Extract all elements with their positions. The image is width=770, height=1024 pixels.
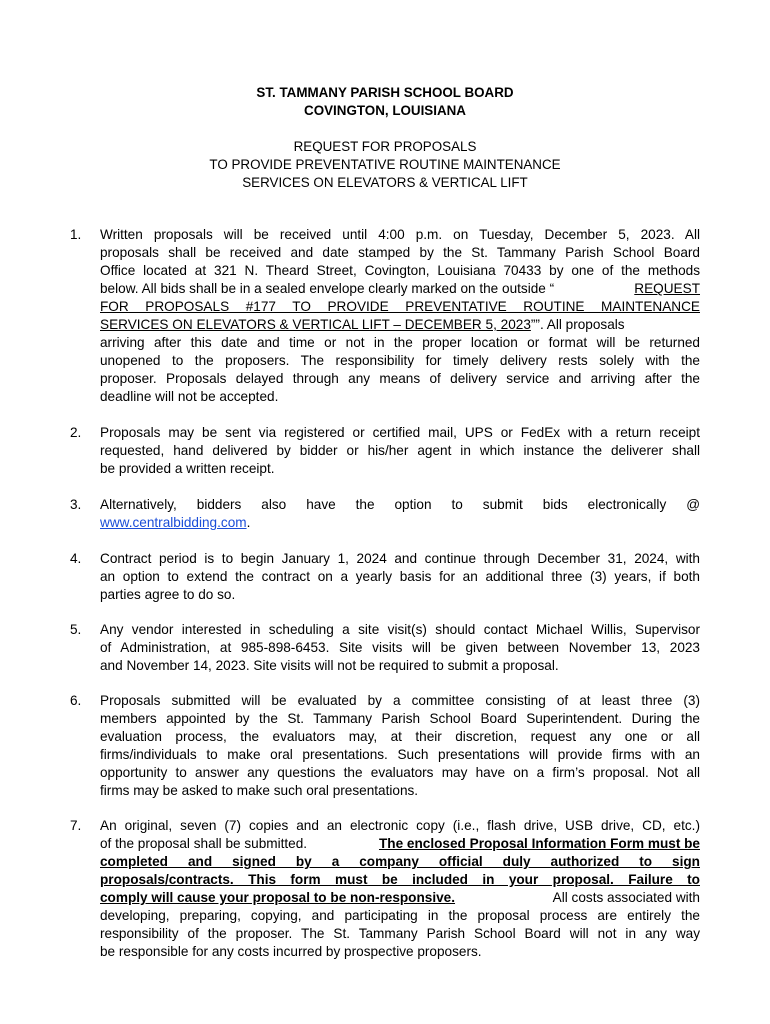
rfp-title-line-1: REQUEST FOR PROPOSALS [293, 139, 477, 154]
item-line: firms/individuals to make oral presentations. Such presentations will provide firms with an [100, 747, 700, 762]
proposal-form-requirement: comply will cause your proposal to be non-responsive. [100, 890, 456, 905]
item-line: be provided a written receipt. [100, 461, 275, 476]
item-line [100, 889, 700, 907]
item-text [100, 226, 700, 406]
envelope-marking-text: SERVICES ON ELEVATORS & VERTICAL LIFT – DECEMBER 5, 2023 [100, 317, 531, 332]
item-line-text: ””. All proposals [530, 317, 625, 332]
item-number: 7. [70, 818, 82, 833]
item-line [100, 316, 700, 334]
item-line: firms may be asked to make such oral presentations. [100, 783, 419, 798]
item-line: and November 14, 2023. Site visits will not be required to submit a proposal. [100, 658, 559, 673]
item-number: 1. [70, 227, 82, 242]
item-line: deadline will not be accepted. [100, 389, 279, 404]
item-line: be responsible for any costs incurred by prospective proposers. [100, 944, 482, 959]
org-name: ST. TAMMANY PARISH SCHOOL BOARD [256, 85, 514, 100]
item-text [100, 692, 700, 800]
item-line [100, 835, 700, 853]
item-line: Written proposals will be received until 4:00 p.m. on Tuesday, December 5, 2023. All [100, 227, 700, 242]
item-line: an option to extend the contract on a yearly basis for an additional three (3) years, if both [100, 569, 700, 584]
item-line-text: . [246, 515, 251, 530]
rfp-title-line-2: TO PROVIDE PREVENTATIVE ROUTINE MAINTENANCE [209, 157, 561, 172]
proposal-form-requirement: The enclosed Proposal Information Form must be [378, 836, 700, 851]
item-line: opportunity to answer any questions the evaluators may have on a firm’s proposal. Not all [100, 765, 700, 780]
item-text [100, 621, 700, 675]
item-line: arriving after this date and time or not in the proper location or format will be returned [100, 335, 700, 350]
item-line: responsibility of the proposer. The St. Tammany Parish School Board will not in any way [100, 926, 700, 941]
item-number: 3. [70, 497, 82, 512]
item-number: 4. [70, 551, 82, 566]
item-line: An original, seven (7) copies and an electronic copy (i.e., flash drive, USB drive, CD, etc.) [100, 818, 700, 833]
item-line: members appointed by the St. Tammany Parish School Board Superintendent. During the [100, 711, 700, 726]
item-line: Proposals submitted will be evaluated by a committee consisting of at least three (3) [100, 693, 700, 708]
item-line-text: below. All bids shall be in a sealed envelope clearly marked on the outside “ [100, 281, 555, 296]
header-organization [0, 84, 770, 120]
item-line: parties agree to do so. [100, 587, 236, 602]
item-number: 6. [70, 693, 82, 708]
item-line: Alternatively, bidders also have the option to submit bids electronically @ [100, 497, 700, 512]
item-line: proposer. Proposals delayed through any means of delivery service and arriving after the [100, 371, 700, 386]
proposal-form-requirement: completed and signed by a company official duly authorized to sign [100, 854, 700, 869]
centralbidding-link[interactable]: www.centralbidding.com [100, 515, 247, 530]
header-rfp-title [0, 138, 770, 192]
proposal-form-requirement: proposals/contracts. This form must be included in your proposal. Failure to [100, 872, 700, 887]
item-text [100, 424, 700, 478]
item-line-text: All costs associated with [549, 890, 700, 905]
item-line [100, 280, 700, 298]
rfp-title-line-3: SERVICES ON ELEVATORS & VERTICAL LIFT [242, 175, 528, 190]
org-location: COVINGTON, LOUISIANA [304, 103, 466, 118]
item-line: Proposals may be sent via registered or certified mail, UPS or FedEx with a return receipt [100, 425, 700, 440]
item-line: Contract period is to begin January 1, 2024 and continue through December 31, 2024, with [100, 551, 700, 566]
item-line [100, 514, 700, 532]
item-line: evaluation process, the evaluators may, at their discretion, request any one or all [100, 729, 700, 744]
item-line: developing, preparing, copying, and participating in the proposal process are entirely the [100, 908, 700, 923]
item-number: 5. [70, 622, 82, 637]
item-number: 2. [70, 425, 82, 440]
item-line-text: of the proposal shall be submitted. [100, 836, 315, 851]
envelope-marking-text: REQUEST [634, 281, 700, 296]
item-line: Office located at 321 N. Theard Street, Covington, Louisiana 70433 by one of the methods [100, 263, 700, 278]
item-text [100, 550, 700, 604]
item-line: of Administration, at 985-898-6453. Site visits will be given between November 13, 2023 [100, 640, 700, 655]
item-line: requested, hand delivered by bidder or his/her agent in which instance the deliverer shall [100, 443, 700, 458]
item-text [100, 496, 700, 532]
item-line: proposals shall be received and date stamped by the St. Tammany Parish School Board [100, 245, 700, 260]
envelope-marking-text: FOR PROPOSALS #177 TO PROVIDE PREVENTATIVE ROUTINE MAINTENANCE [100, 299, 700, 314]
item-line: unopened to the proposers. The responsibility for timely delivery rests solely with the [100, 353, 700, 368]
item-line: Any vendor interested in scheduling a site visit(s) should contact Michael Willis, Supervisor [100, 622, 700, 637]
item-text [100, 817, 700, 961]
